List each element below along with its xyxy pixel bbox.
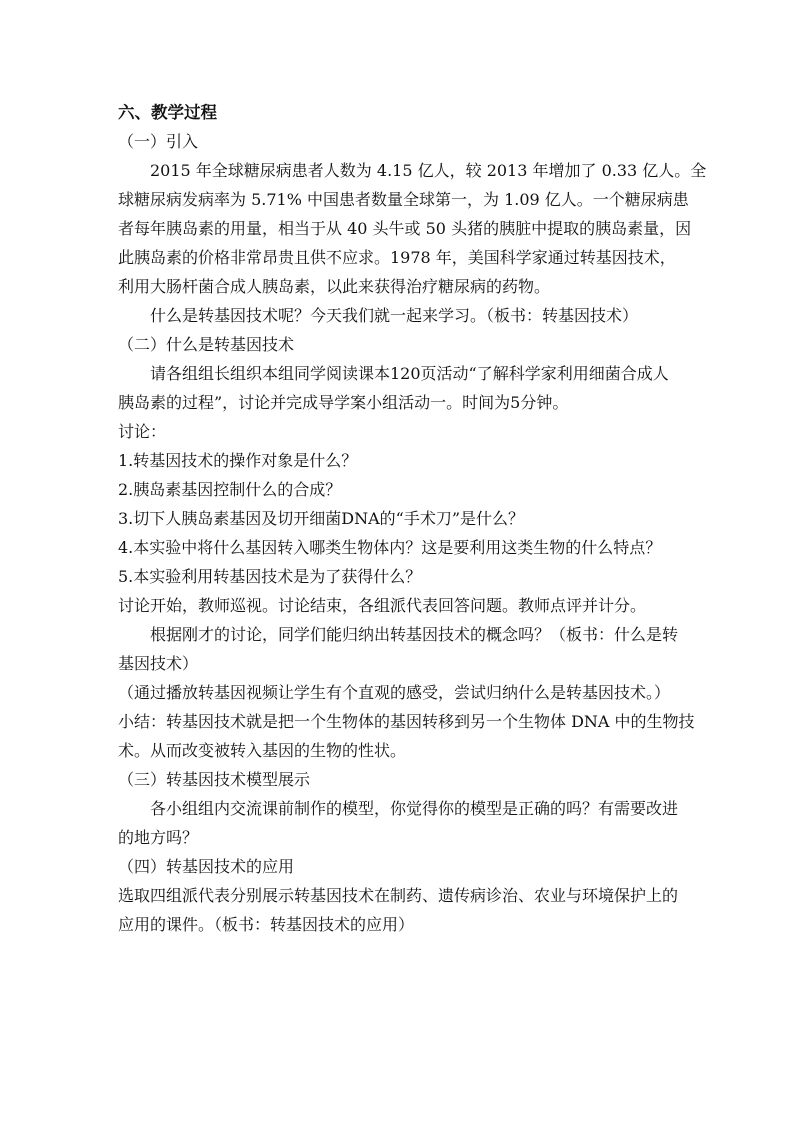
text-line: 胰岛素的过程”，讨论并完成导学案小组活动一。时间为5分钟。 [118, 393, 569, 412]
text-line: 3.切下人胰岛素基因及切开细菌DNA的“手术刀”是什么？ [118, 509, 525, 528]
text-line: 5.本实验利用转基因技术是为了获得什么？ [118, 567, 422, 586]
text-line: 讨论： [118, 422, 167, 441]
text-line: 小结：转基因技术就是把一个生物体的基因转移到另一个生物体 DNA 中的生物技 [118, 712, 695, 731]
text-line: 1.转基因技术的操作对象是什么？ [118, 451, 358, 470]
text-line: 者每年胰岛素的用量，相当于从 40 头牛或 50 头猪的胰脏中提取的胰岛素量，因 [118, 219, 692, 238]
text-line: 应用的课件。（板书：转基因技术的应用） [118, 915, 415, 934]
text-line: （四）转基因技术的应用 [118, 857, 295, 876]
text-line: 根据刚才的讨论，同学们能归纳出转基因技术的概念吗？（板书：什么是转 [150, 625, 679, 644]
text-line: 选取四组派代表分别展示转基因技术在制药、遗传病诊治、农业与环境保护上的 [118, 886, 679, 905]
text-line: 讨论开始，教师巡视。讨论结束，各组派代表回答问题。教师点评并计分。 [118, 596, 647, 615]
section-title: 六、教学过程 [118, 103, 217, 122]
text-line: 2.胰岛素基因控制什么的合成？ [118, 480, 342, 499]
text-line: 各小组组内交流课前制作的模型，你觉得你的模型是正确的吗？有需要改进 [150, 799, 679, 818]
text-line: 利用大肠杆菌合成人胰岛素，以此来获得治疗糖尿病的药物。 [118, 277, 551, 296]
text-line: 术。从而改变被转入基因的生物的性状。 [118, 741, 407, 760]
document-body [118, 98, 707, 939]
text-line: （二）什么是转基因技术 [118, 335, 295, 354]
text-line: （通过播放转基因视频让学生有个直观的感受，尝试归纳什么是转基因技术。） [118, 683, 671, 702]
text-line: 请各组组长组织本组同学阅读课本120页活动“了解科学家利用细菌合成人 [150, 364, 669, 383]
text-line: 基因技术） [118, 654, 199, 673]
text-line: 此胰岛素的价格非常昂贵且供不应求。1978 年，美国科学家通过转基因技术， [118, 248, 676, 267]
text-line: 4.本实验中将什么基因转入哪类生物体内？这是要利用这类生物的什么特点？ [118, 538, 662, 557]
text-line: 2015 年全球糖尿病患者人数为 4.15 亿人，较 2013 年增加了 0.33 亿人。全 [150, 161, 707, 180]
paragraph-lines [118, 127, 707, 939]
text-line: （一）引入 [118, 132, 199, 151]
text-line: 什么是转基因技术呢？今天我们就一起来学习。（板书：转基因技术） [150, 306, 639, 325]
text-line: 的地方吗？ [118, 828, 199, 847]
text-line: 球糖尿病发病率为 5.71% 中国患者数量全球第一，为 1.09 亿人。一个糖尿病患 [118, 190, 689, 209]
text-line: （三）转基因技术模型展示 [118, 770, 311, 789]
